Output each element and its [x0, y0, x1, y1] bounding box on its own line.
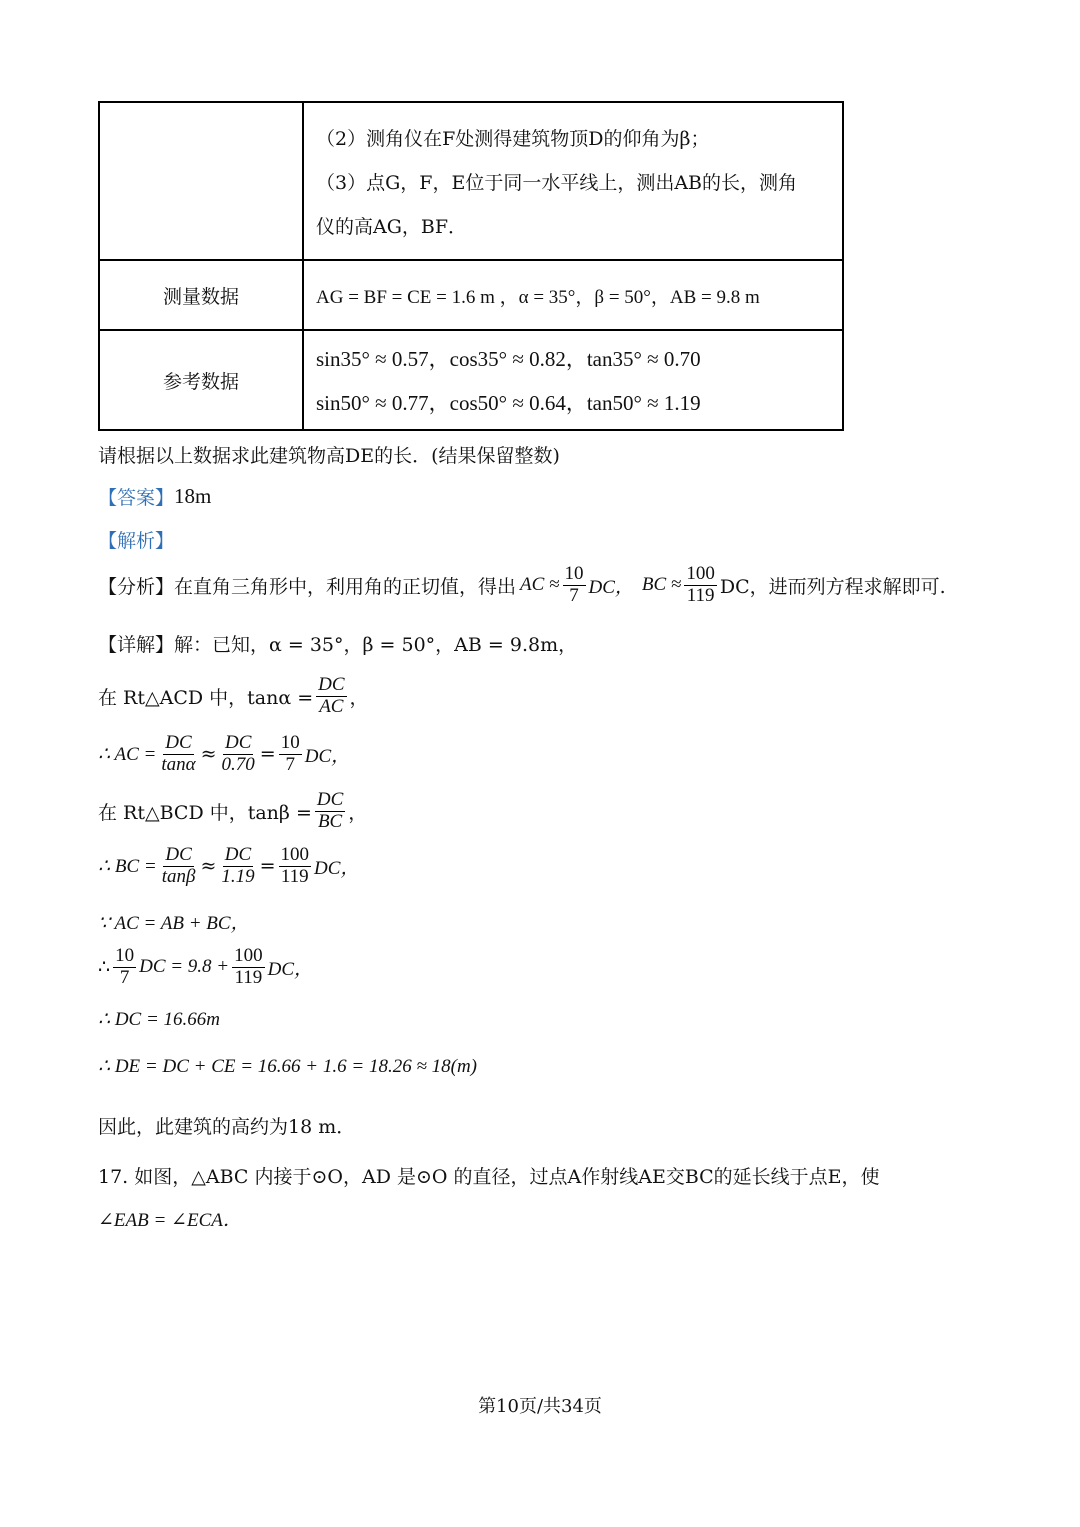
frac-den: BC [317, 810, 343, 832]
fraction [279, 845, 312, 888]
detail-line-7: ∴ DC = 16.66m [98, 1009, 221, 1030]
detail-line-5: ∵ AC = AB + BC， [98, 913, 250, 934]
fraction [220, 733, 257, 776]
label-reference-data: 参考数据 [99, 330, 303, 430]
frac-den: AC [319, 695, 344, 717]
expr-text: DC， [304, 745, 351, 767]
expr-text: ∴ AC = [98, 743, 157, 765]
frac-den: 119 [686, 584, 715, 606]
frac-num: DC [224, 844, 252, 865]
detail-line-6 [98, 946, 313, 989]
fenxi-tag: 【分析】 [98, 575, 175, 598]
question-17-line-2: ∠EAB = ∠ECA． [98, 1210, 242, 1231]
fraction [160, 845, 198, 888]
question-17-line-1: 17. 如图，△ABC 内接于⊙O，AD 是⊙O 的直径，过点A作射线AE交BC的延长线于点E，使 [98, 1166, 880, 1188]
frac-num: 100 [234, 945, 263, 966]
frac-num: DC [318, 674, 345, 695]
frac-num: 10 [115, 945, 135, 966]
frac-den: 7 [285, 753, 295, 775]
frac-den: 0.70 [221, 753, 255, 775]
frac-num: DC [224, 732, 252, 753]
expr-text: ， [348, 801, 368, 824]
measured-data-value [303, 260, 843, 330]
measurement-table [98, 101, 844, 431]
reference-data-value [303, 330, 843, 430]
expr-text: = [259, 855, 276, 878]
step-2: （2）测角仪在F处测得建筑物顶D的仰角为β； [316, 127, 710, 150]
expr-text: 在 Rt△ACD 中，tanα = [98, 686, 314, 709]
answer-tag: 【答案】 [98, 487, 175, 509]
frac-den: tanα [161, 753, 196, 775]
frac-den: 7 [569, 584, 579, 606]
analysis-tag: 【解析】 [98, 530, 175, 552]
fenxi-frac-2 [684, 564, 717, 607]
frac-num: 10 [564, 563, 584, 584]
detail-line-4 [98, 845, 359, 888]
fraction [232, 946, 265, 989]
analysis-line [98, 526, 174, 553]
fraction [316, 675, 346, 718]
detail-intro: 解：已知，α = 35°，β = 50°，AB = 9.8m， [174, 634, 578, 656]
fenxi-bc: BC ≈ [641, 574, 682, 596]
detail-line-2 [98, 733, 350, 776]
question-text: 请根据以上数据求此建筑物高DE的长．(结果保留整数) [98, 445, 560, 467]
fraction [159, 733, 197, 776]
fenxi-ac: AC ≈ [520, 574, 560, 596]
table-cell-empty [99, 102, 303, 260]
expr-text: DC， [314, 857, 360, 879]
frac-num: 100 [280, 844, 310, 865]
fenxi-line [98, 564, 946, 607]
frac-den: 119 [280, 865, 309, 887]
fraction [315, 790, 345, 833]
ref-line-2: sin50° ≈ 0.77，cos50° ≈ 0.64，tan50° ≈ 1.19 [316, 391, 701, 415]
answer-value: 18m [174, 484, 212, 508]
expr-text: = [259, 743, 276, 766]
expr-text: DC = 9.8 + [139, 956, 230, 978]
frac-num: 10 [280, 732, 300, 753]
expr-text: ∴ BC = [98, 855, 157, 877]
frac-den: 7 [119, 966, 130, 988]
fraction [279, 733, 302, 776]
fenxi-frac-1 [563, 564, 586, 607]
fenxi-dc-1: DC， [588, 576, 634, 598]
detail-tag: 【详解】 [98, 634, 175, 656]
frac-num: DC [165, 844, 192, 865]
frac-num: 100 [686, 563, 715, 584]
fenxi-text-1: 在直角三角形中，利用角的正切值，得出 [174, 575, 517, 598]
page-footer: 第10页/共34页 [478, 1396, 602, 1417]
expr-text: ∴ [98, 956, 111, 979]
frac-den: 1.19 [221, 865, 255, 887]
frac-den: tanβ [161, 865, 196, 887]
label-measured-data: 测量数据 [99, 260, 303, 330]
table-cell-steps [303, 102, 843, 260]
detail-line-3 [98, 790, 367, 833]
expr-text: 在 Rt△BCD 中，tanβ = [98, 801, 312, 824]
detail-intro-line [98, 630, 577, 657]
detail-line-1 [98, 675, 369, 718]
detail-line-8: ∴ DE = DC + CE = 16.66 + 1.6 = 18.26 ≈ 18(m) [98, 1056, 477, 1077]
ref-line-1: sin35° ≈ 0.57，cos35° ≈ 0.82，tan35° ≈ 0.70 [316, 347, 701, 371]
expr-text: ， [349, 686, 369, 709]
measured-values: AG = BF = CE = 1.6 m ，α = 35°，β = 50°，AB = 9.8 m [316, 286, 760, 308]
expr-text: DC， [267, 958, 314, 980]
fraction [219, 845, 256, 888]
expr-text: ≈ [200, 855, 217, 878]
fraction [113, 946, 136, 989]
conclusion: 因此，此建筑的高约为18 m． [98, 1116, 356, 1138]
step-3-b: 仪的高AG，BF． [316, 215, 468, 238]
expr-text: ≈ [200, 743, 217, 766]
frac-num: DC [165, 732, 192, 753]
fenxi-text-2: DC，进而列方程求解即可. [719, 575, 946, 598]
step-3-a: （3）点G，F，E位于同一水平线上，测出AB的长，测角 [316, 171, 798, 194]
frac-den: 119 [234, 966, 263, 988]
frac-num: DC [316, 789, 344, 810]
answer-line [98, 483, 211, 510]
